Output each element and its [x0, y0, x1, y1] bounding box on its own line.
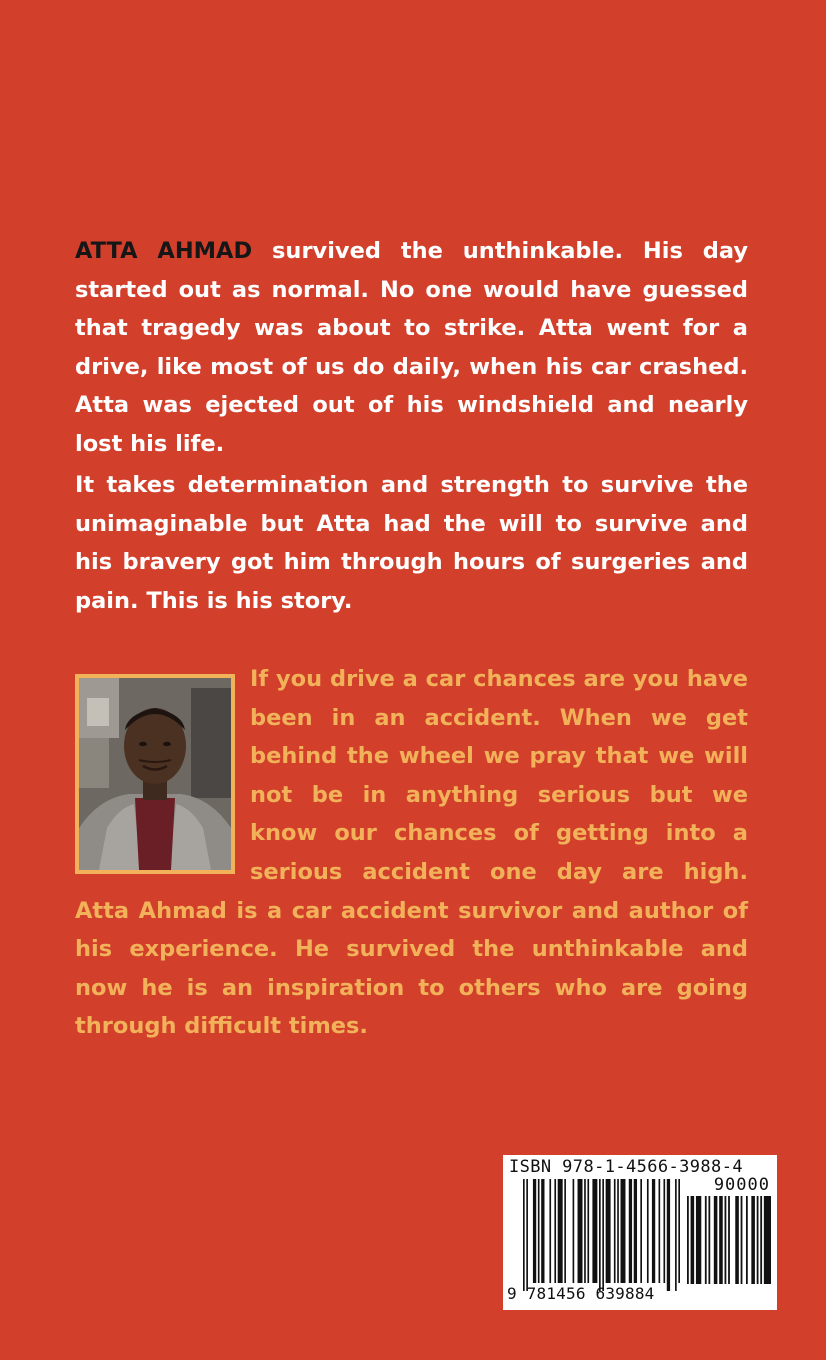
barcode-bar: [728, 1196, 730, 1284]
barcode-bar: [705, 1196, 707, 1284]
barcode-bar: [735, 1196, 739, 1284]
barcode-bar: [667, 1179, 670, 1291]
barcode-bar: [714, 1196, 718, 1284]
ean-digits: 9 781456 639884: [507, 1284, 655, 1303]
barcode-bar: [578, 1179, 583, 1283]
barcode-bar: [617, 1179, 619, 1283]
barcode-bar: [696, 1196, 701, 1284]
barcode-bar: [652, 1179, 655, 1283]
barcode-bar: [659, 1179, 661, 1283]
barcode-bar: [751, 1196, 755, 1284]
barcode-bar: [606, 1179, 611, 1283]
barcode-bar: [746, 1196, 748, 1284]
isbn-label: ISBN 978-1-4566-3988-4: [509, 1157, 743, 1177]
barcode-bar: [678, 1179, 680, 1283]
barcode-bar: [541, 1179, 544, 1283]
barcode-bar: [558, 1179, 563, 1283]
intro-paragraph: [75, 232, 748, 464]
barcode-bar: [647, 1179, 649, 1283]
barcode-bar: [708, 1196, 710, 1284]
barcode-bar: [592, 1179, 597, 1283]
barcode-bar: [533, 1179, 536, 1283]
price-code: 90000: [713, 1175, 770, 1195]
barcode-bar: [584, 1179, 586, 1283]
barcode-bar: [554, 1179, 556, 1283]
barcode-bar: [675, 1179, 677, 1291]
author-photo: [75, 674, 235, 874]
barcode-bar: [757, 1196, 759, 1284]
barcode-bar: [741, 1196, 743, 1284]
author-bio-section: [75, 660, 748, 1046]
barcode-bar: [640, 1179, 642, 1283]
barcode-bar: [587, 1179, 589, 1283]
barcode-bar: [614, 1179, 616, 1283]
barcode-bar: [629, 1179, 632, 1283]
barcode-bar: [621, 1179, 626, 1283]
barcode-bar: [564, 1179, 566, 1283]
isbn-barcode: [503, 1155, 777, 1310]
ean-barcode-bars: [523, 1179, 680, 1291]
author-name: ATTA AHMAD: [75, 238, 253, 264]
barcode-bar: [719, 1196, 723, 1284]
barcode-bar: [764, 1196, 771, 1284]
barcode-bar: [549, 1179, 551, 1283]
barcode-bar: [599, 1179, 601, 1291]
addon-barcode-bars: [687, 1196, 771, 1284]
author-portrait-icon: [79, 678, 231, 870]
author-bio-text: If you drive a car chances are you have been in an accident. When we get behind the wheel we pray that we will not be in anything serious but we know our chances of getting into a serious accident one day are high. Atta Ahmad is a car accident survivor and author of his experience. He survived the unthinkable and now he is an inspiration to others who are going through difficult times.: [75, 666, 748, 1040]
barcode-bar: [691, 1196, 695, 1284]
barcode-bar: [687, 1196, 689, 1284]
barcode-bar: [760, 1196, 762, 1284]
barcode-bar: [538, 1179, 540, 1283]
intro-text: survived the unthinkable. His day started out as normal. No one would have guessed that tragedy was about to strike. Atta went for a drive, like most of us do daily, when his car crashed. Atta was ejected out of his windshield and nearly lost his life.: [75, 238, 748, 457]
barcode-bar: [663, 1179, 665, 1283]
barcode-bar: [526, 1179, 528, 1291]
barcode-bar: [725, 1196, 727, 1284]
barcode-bar: [573, 1179, 575, 1283]
barcode-bar: [523, 1179, 525, 1291]
determination-paragraph: It takes determination and strength to survive the unimaginable but Atta had the will to survive and his bravery got him through hours of surgeries and pain. This is his story.: [75, 472, 748, 614]
barcode-bar: [634, 1179, 637, 1283]
barcode-bar: [602, 1179, 604, 1291]
